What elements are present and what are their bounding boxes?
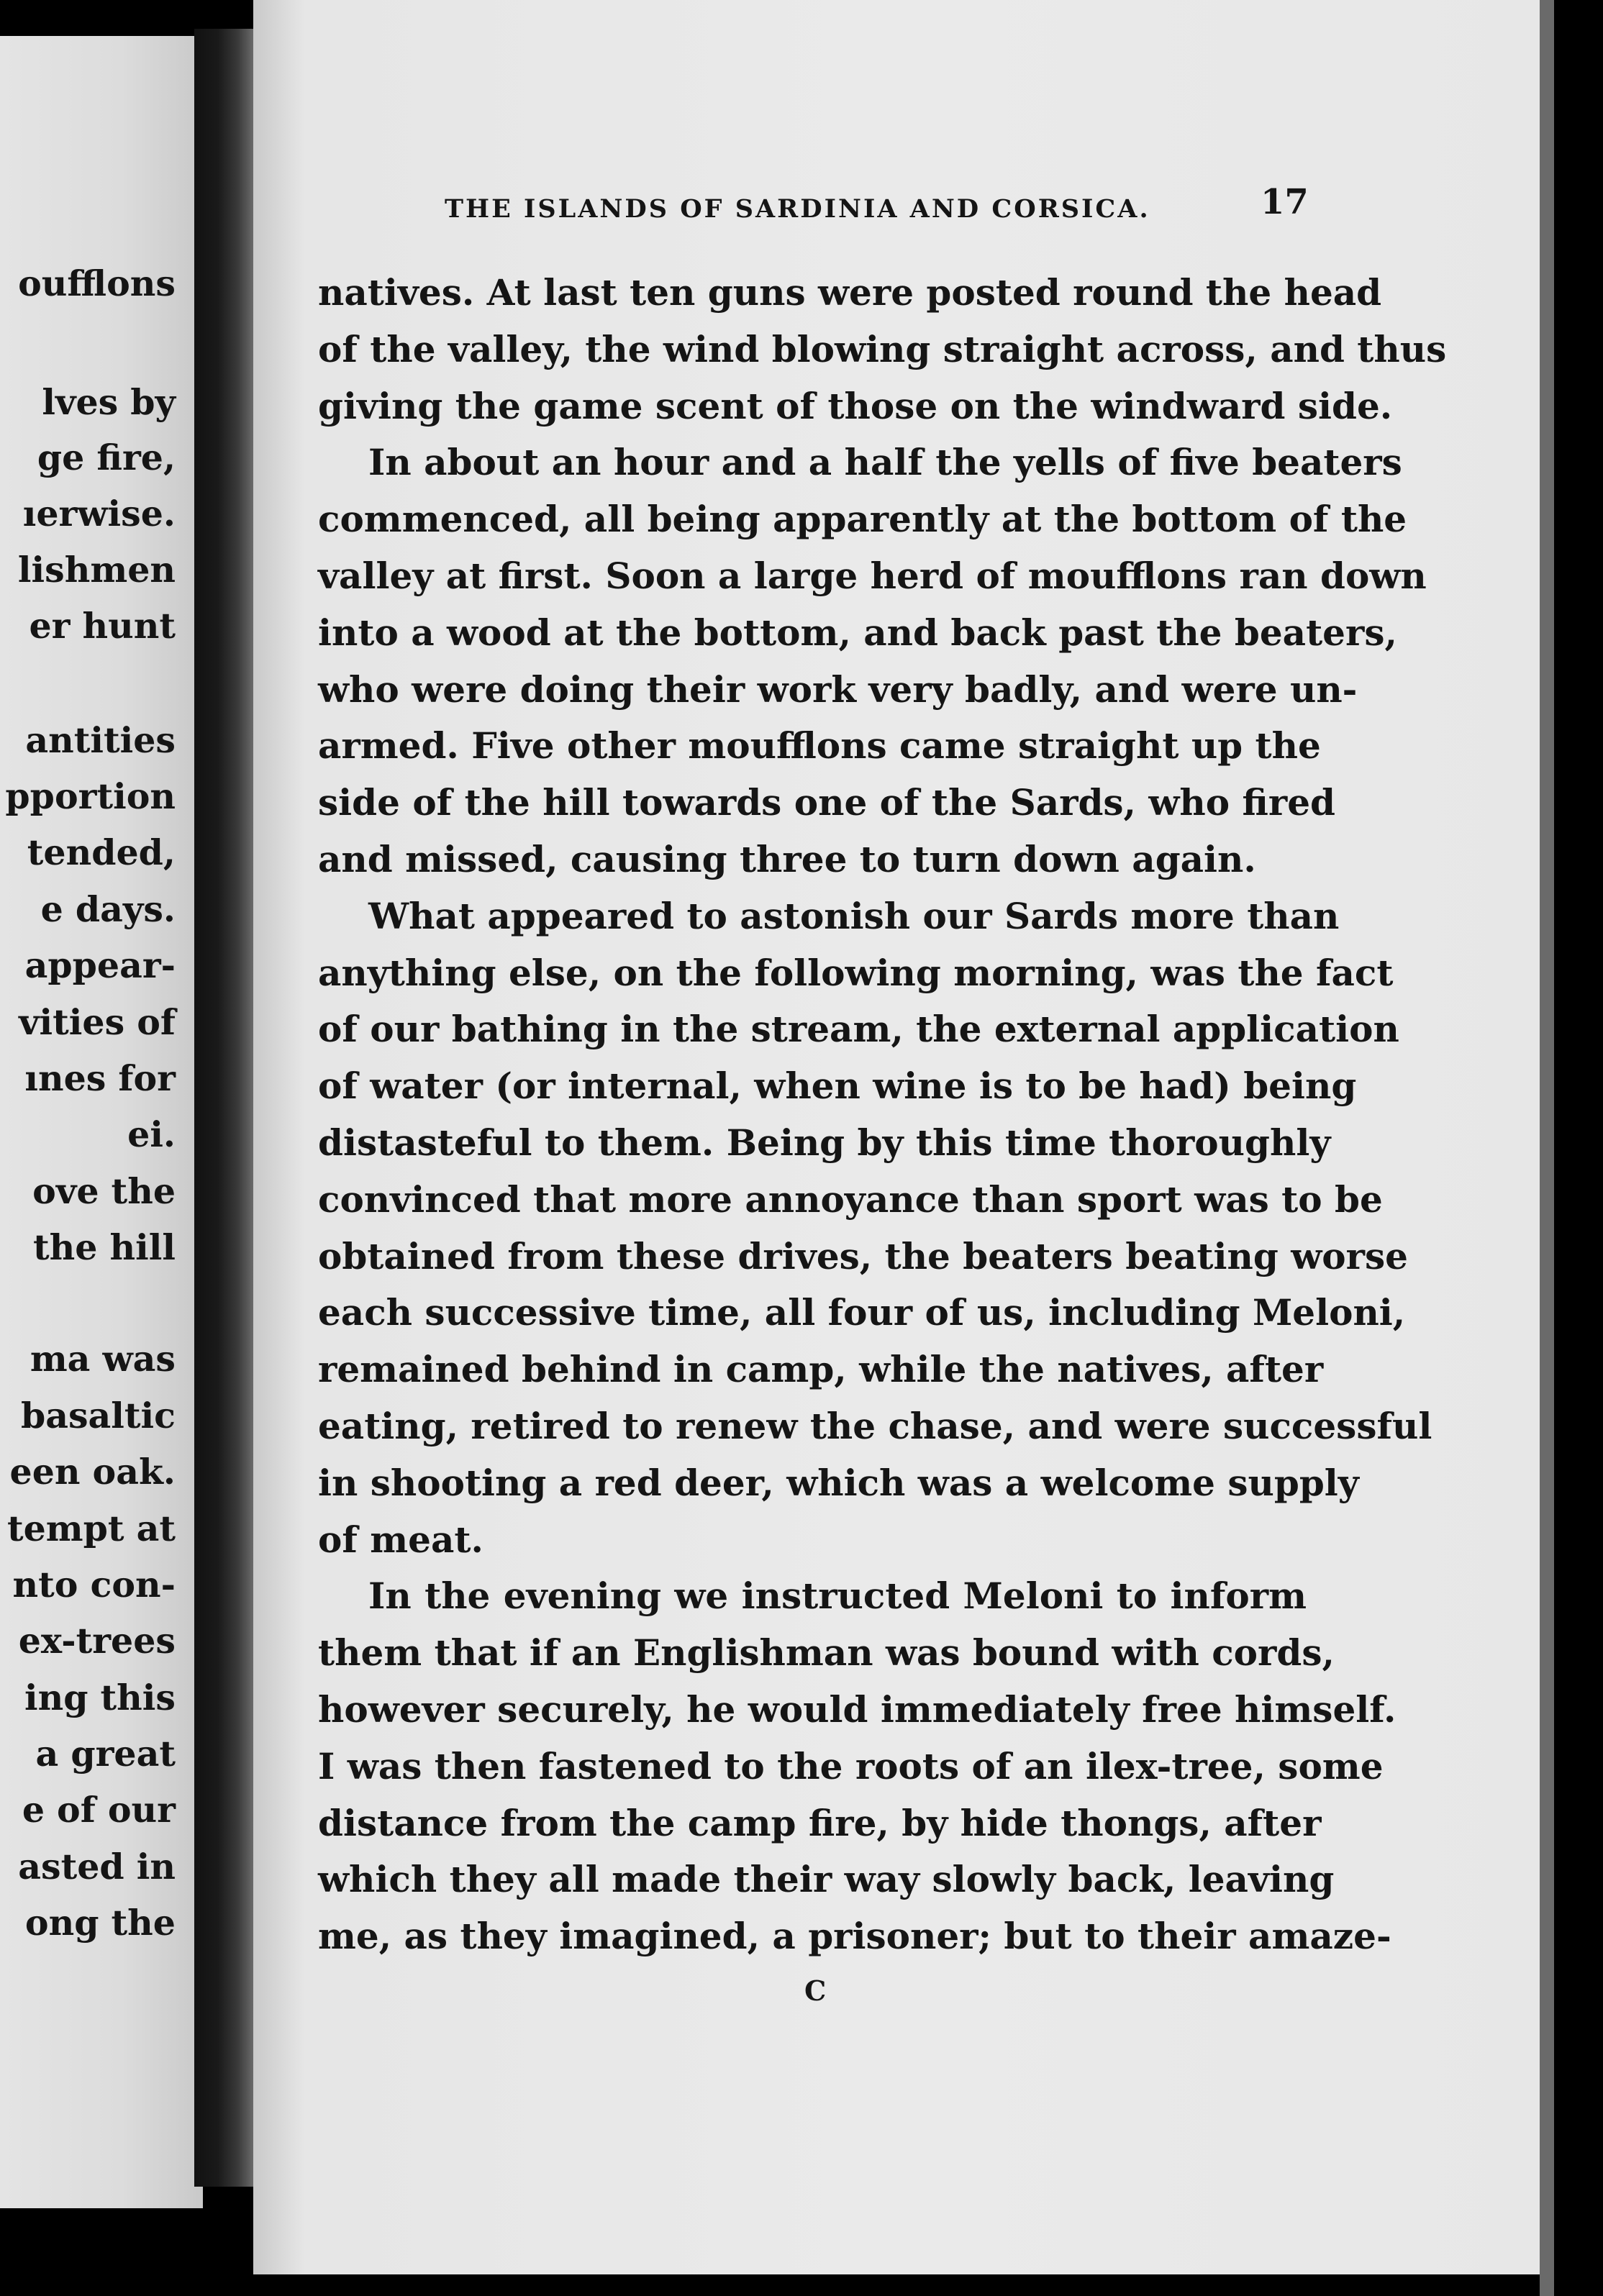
facing-page-line: ma was: [29, 1338, 176, 1380]
text-line: however securely, he would immediately free himself.: [318, 1687, 1397, 1731]
facing-page-line: antities: [25, 719, 176, 761]
text-line: anything else, on the following morning, was the fact: [318, 951, 1394, 994]
facing-page-line: e of our: [22, 1789, 176, 1831]
text-line: each successive time, all four of us, including Meloni,: [318, 1291, 1406, 1334]
facing-page-line: een oak.: [9, 1451, 176, 1493]
text-line: In the evening we instructed Meloni to inform: [368, 1575, 1307, 1618]
text-line: me, as they imagined, a prisoner; but to their amaze-: [318, 1915, 1391, 1958]
facing-page-line: a great: [35, 1733, 176, 1775]
facing-page-line: ıerwise.: [22, 493, 176, 534]
facing-page-line: e days.: [40, 888, 176, 930]
facing-page-line: er hunt: [29, 605, 176, 647]
facing-page-line: ong the: [24, 1902, 176, 1944]
facing-page-line: ing this: [24, 1677, 176, 1718]
facing-page-line: oufflons: [18, 263, 176, 304]
text-line: convinced that more annoyance than sport was to be: [318, 1177, 1383, 1221]
text-line: What appeared to astonish our Sards more than: [368, 894, 1340, 937]
text-line: armed. Five other moufflons came straight up the: [318, 724, 1321, 767]
facing-page-line: asted in: [18, 1846, 176, 1887]
page-body-text: [318, 265, 1447, 1965]
facing-page-line: ex-trees: [18, 1620, 176, 1662]
facing-page-line: lves by: [42, 381, 176, 423]
facing-page-line: pportion: [5, 775, 176, 817]
facing-page-line: basaltic: [20, 1395, 176, 1436]
text-line: obtained from these drives, the beaters beating worse: [318, 1234, 1408, 1277]
text-line: of water (or internal, when wine is to be had) being: [318, 1065, 1357, 1108]
text-line: of meat.: [318, 1518, 483, 1561]
text-line: of the valley, the wind blowing straight across, and thus: [318, 327, 1447, 370]
signature-mark: C: [804, 1974, 827, 2007]
text-line: in shooting a red deer, which was a welcome supply: [318, 1461, 1359, 1504]
facing-page-line: vities of: [19, 1001, 176, 1043]
facing-page-line: tended,: [27, 832, 176, 873]
text-line: natives. At last ten guns were posted round the head: [318, 271, 1382, 314]
facing-page-line: ove the: [32, 1170, 176, 1212]
facing-page-line: tempt at: [7, 1508, 176, 1549]
page-number: 17: [1261, 182, 1309, 222]
facing-page-fragment: [0, 36, 203, 2208]
text-line: them that if an Englishman was bound with cords,: [318, 1631, 1335, 1675]
page-edge: [1540, 0, 1554, 2296]
text-line: remained behind in camp, while the natives, after: [318, 1348, 1324, 1391]
facing-page-line: lishmen: [17, 549, 176, 591]
facing-page-line: nto con-: [12, 1564, 176, 1605]
text-line: who were doing their work very badly, and were un-: [318, 668, 1358, 711]
text-line: into a wood at the bottom, and back past the beaters,: [318, 611, 1397, 654]
facing-page-line: appear-: [24, 944, 176, 986]
text-line: distasteful to them. Being by this time thoroughly: [318, 1121, 1331, 1164]
text-line: distance from the camp fire, by hide thongs, after: [318, 1801, 1322, 1844]
text-line: giving the game scent of those on the windward side.: [318, 384, 1393, 427]
facing-page-line: ge fire,: [37, 437, 176, 478]
text-line: valley at first. Soon a large herd of moufflons ran down: [318, 554, 1427, 597]
text-line: which they all made their way slowly back, leaving: [318, 1858, 1335, 1901]
text-line: and missed, causing three to turn down again.: [318, 837, 1256, 880]
text-line: side of the hill towards one of the Sards, who fired: [318, 781, 1335, 824]
text-line: commenced, all being apparently at the bottom of the: [318, 498, 1407, 541]
text-line: of our bathing in the stream, the external application: [318, 1008, 1399, 1051]
facing-page-line: the hill: [33, 1226, 176, 1268]
text-line: eating, retired to renew the chase, and were successful: [318, 1404, 1432, 1447]
facing-page-line: ei.: [127, 1113, 176, 1155]
running-head: THE ISLANDS OF SARDINIA AND CORSICA.: [445, 194, 1150, 224]
facing-page-line: ınes for: [24, 1057, 176, 1099]
text-line: In about an hour and a half the yells of five beaters: [368, 441, 1402, 484]
text-line: I was then fastened to the roots of an ilex-tree, some: [318, 1744, 1384, 1787]
